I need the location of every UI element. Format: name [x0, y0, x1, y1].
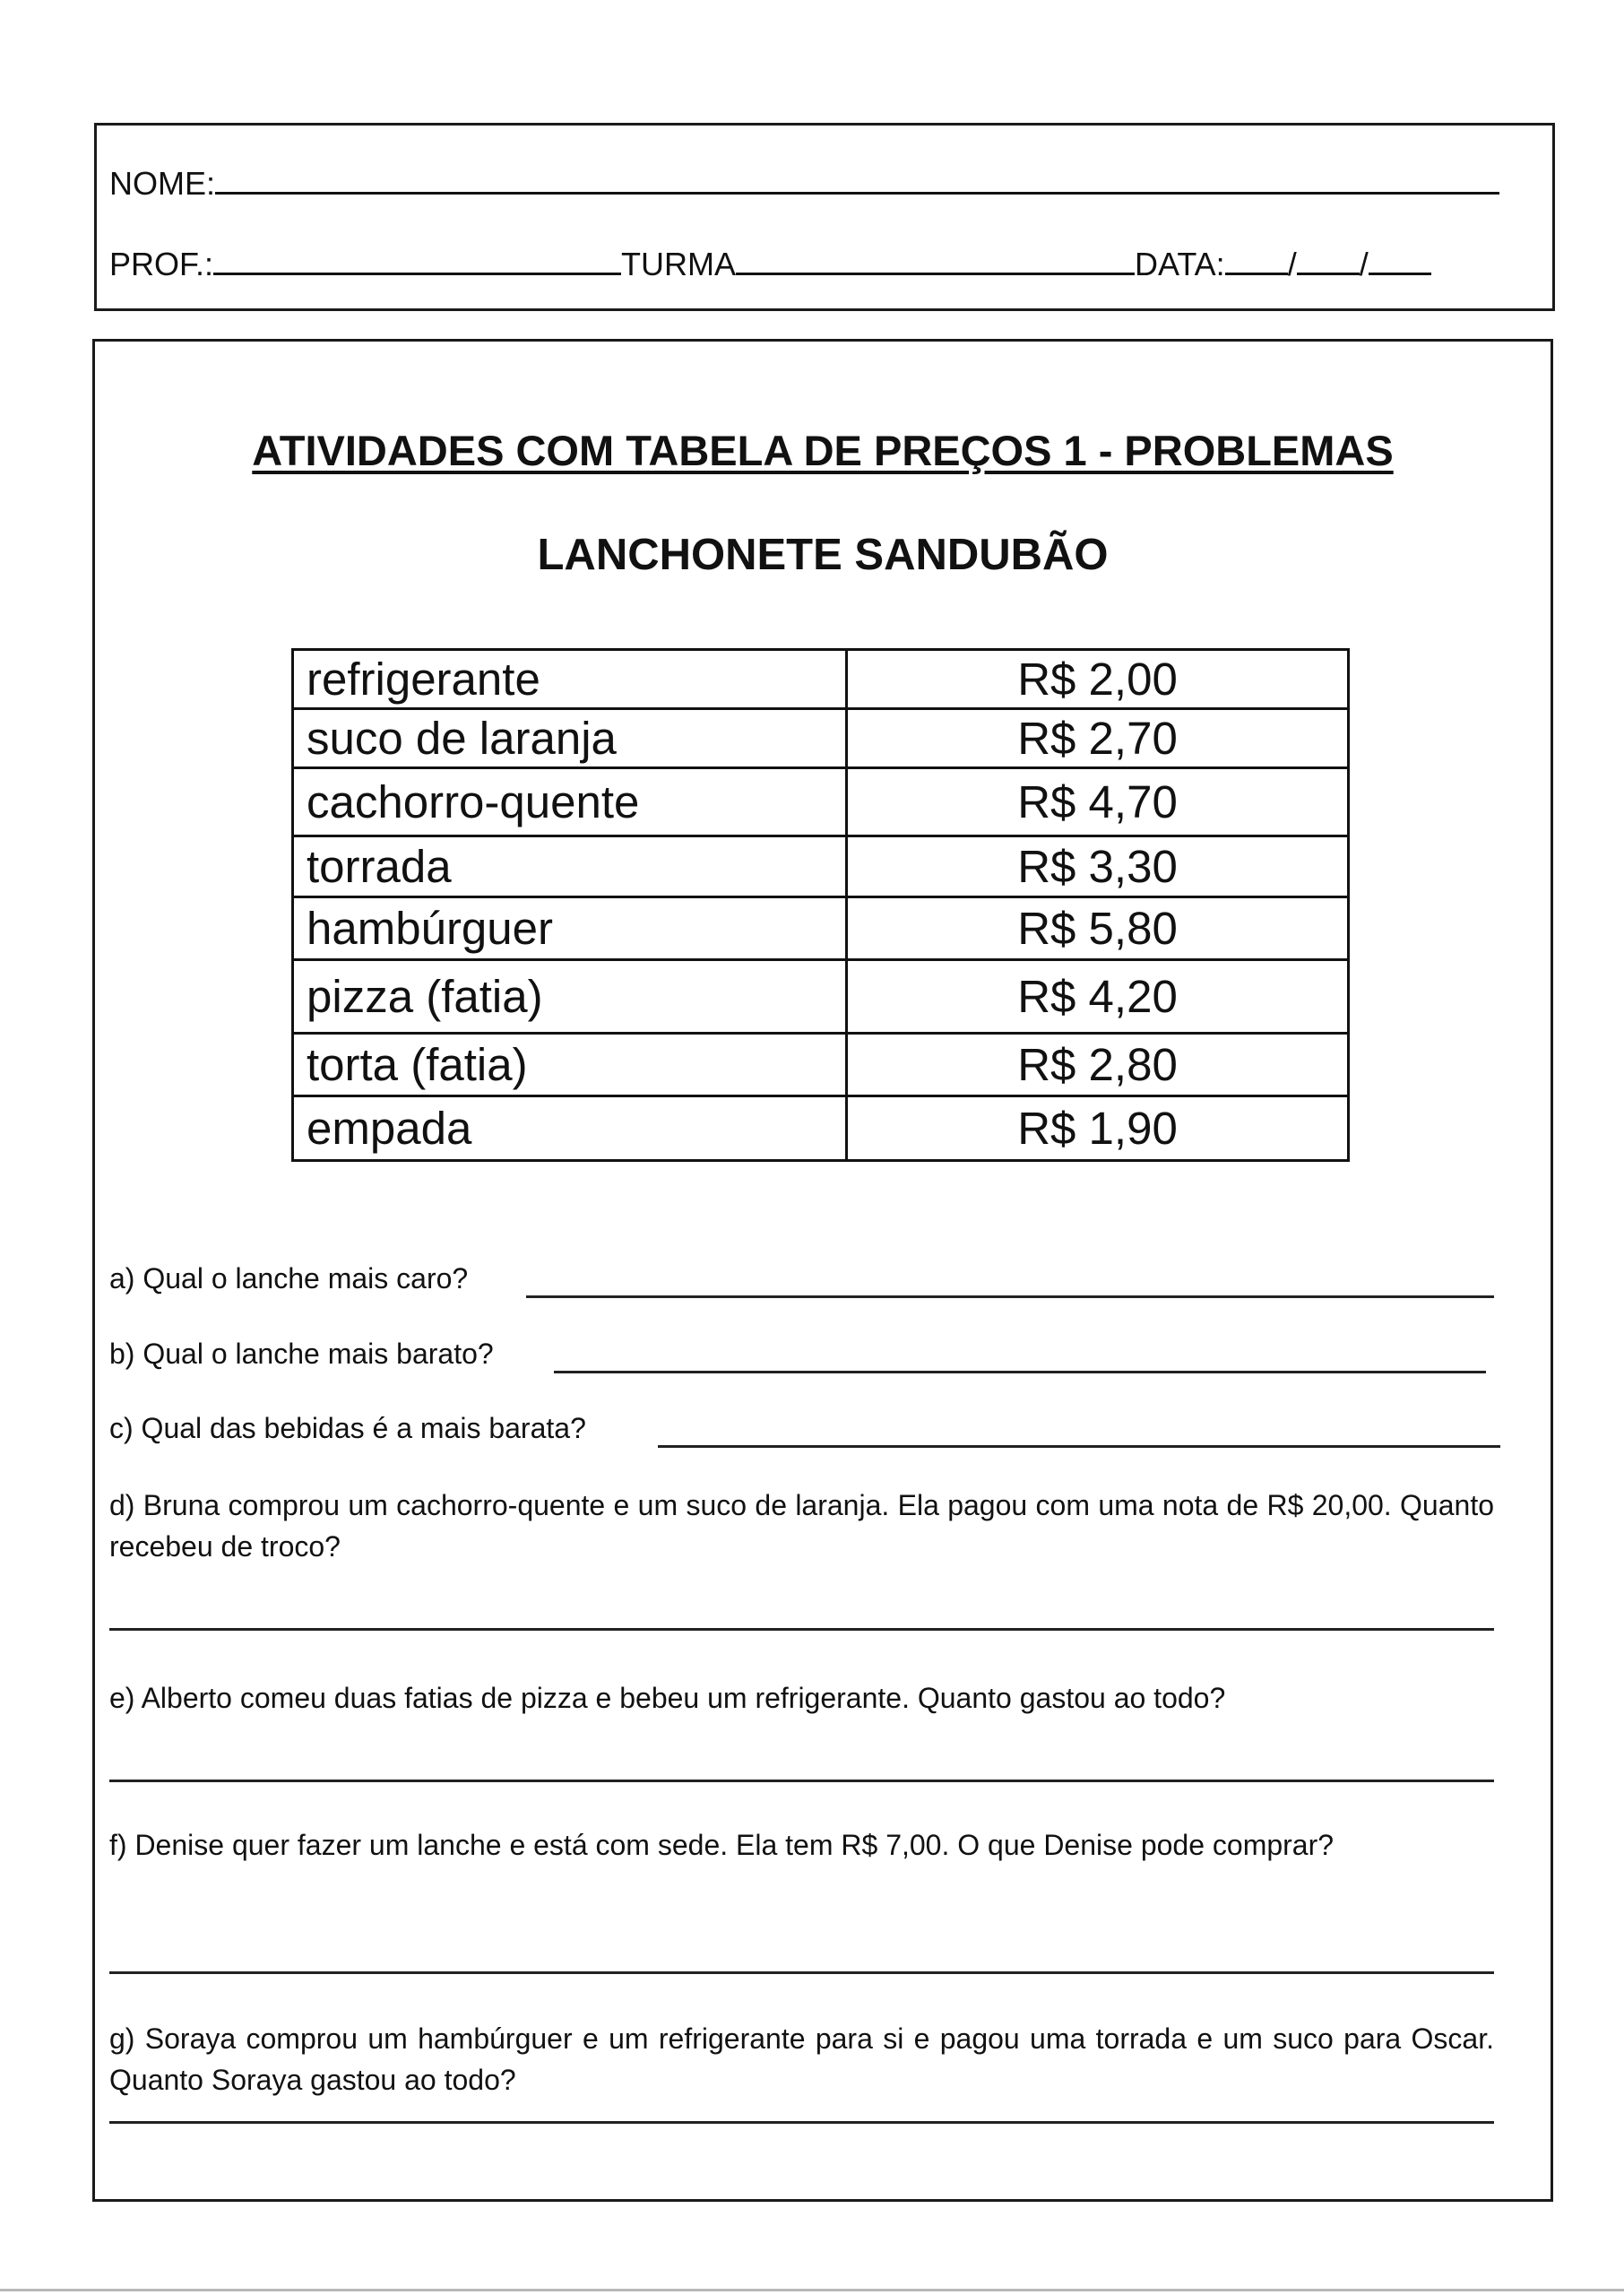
question-d: d) Bruna comprou um cachorro-quente e um suco de laranja. Ela pagou com uma nota de R$ 20,00. Quanto recebeu de troco?: [109, 1489, 1494, 1563]
turma-field[interactable]: [736, 272, 1135, 275]
answer-line-e[interactable]: [109, 1780, 1494, 1782]
price-cell: R$ 2,80: [847, 1034, 1349, 1096]
price-cell: R$ 5,80: [847, 897, 1349, 960]
price-cell: R$ 4,20: [847, 960, 1349, 1034]
turma-label: TURMA: [621, 246, 737, 282]
page-title-text: ATIVIDADES COM TABELA DE PREÇOS 1 - PROBLEMAS: [252, 427, 1394, 474]
question-a: a) Qual o lanche mais caro?: [109, 1262, 469, 1295]
header-box: [94, 123, 1555, 311]
price-cell: R$ 1,90: [847, 1096, 1349, 1161]
item-cell: torrada: [293, 836, 847, 897]
item-cell: hambúrguer: [293, 897, 847, 960]
question-f: f) Denise quer fazer um lanche e está com sede. Ela tem R$ 7,00. O que Denise pode comprar?: [109, 1829, 1335, 1861]
price-table: [291, 648, 1350, 1162]
data-label: DATA:: [1135, 246, 1225, 282]
main-box: [92, 339, 1553, 2202]
item-cell: empada: [293, 1096, 847, 1161]
table-row: [293, 960, 1349, 1034]
item-cell: pizza (fatia): [293, 960, 847, 1034]
item-cell: torta (fatia): [293, 1034, 847, 1096]
item-cell: cachorro-quente: [293, 768, 847, 836]
name-row: [109, 165, 1499, 203]
prof-field[interactable]: [213, 272, 621, 275]
answer-line-b[interactable]: [554, 1371, 1486, 1373]
answer-line-f[interactable]: [109, 1971, 1494, 1974]
answer-line-c[interactable]: [658, 1445, 1500, 1448]
price-cell: R$ 2,70: [847, 709, 1349, 768]
table-row: [293, 836, 1349, 897]
question-e: e) Alberto comeu duas fatias de pizza e bebeu um refrigerante. Quanto gastou ao todo?: [109, 1682, 1226, 1714]
price-cell: R$ 3,30: [847, 836, 1349, 897]
date-month-field[interactable]: [1297, 272, 1360, 275]
date-day-field[interactable]: [1225, 272, 1288, 275]
info-row: [109, 246, 1431, 283]
date-year-field[interactable]: [1369, 272, 1431, 275]
page-title: [95, 426, 1551, 475]
table-row: [293, 709, 1349, 768]
table-row: [293, 1034, 1349, 1096]
question-c: c) Qual das bebidas é a mais barata?: [109, 1412, 586, 1444]
item-cell: suco de laranja: [293, 709, 847, 768]
answer-line-g[interactable]: [109, 2121, 1494, 2124]
date-separator: /: [1359, 246, 1369, 282]
name-label: NOME:: [109, 165, 216, 202]
answer-line-a[interactable]: [526, 1295, 1494, 1298]
page-subtitle: LANCHONETE SANDUBÃO: [537, 531, 1109, 579]
name-field[interactable]: [215, 191, 1499, 195]
answer-line-d[interactable]: [109, 1628, 1494, 1631]
item-cell: refrigerante: [293, 650, 847, 709]
table-row: [293, 1096, 1349, 1161]
question-g: g) Soraya comprou um hambúrguer e um refrigerante para si e pagou uma torrada e um suco para Oscar. Quanto Soraya gastou ao todo?: [109, 2022, 1494, 2096]
price-cell: R$ 4,70: [847, 768, 1349, 836]
prof-label: PROF.:: [109, 246, 214, 282]
table-row: [293, 897, 1349, 960]
date-separator: /: [1287, 246, 1297, 282]
scan-edge-divider: [0, 2289, 1624, 2291]
table-row: [293, 650, 1349, 709]
price-cell: R$ 2,00: [847, 650, 1349, 709]
question-b: b) Qual o lanche mais barato?: [109, 1338, 494, 1370]
table-row: [293, 768, 1349, 836]
